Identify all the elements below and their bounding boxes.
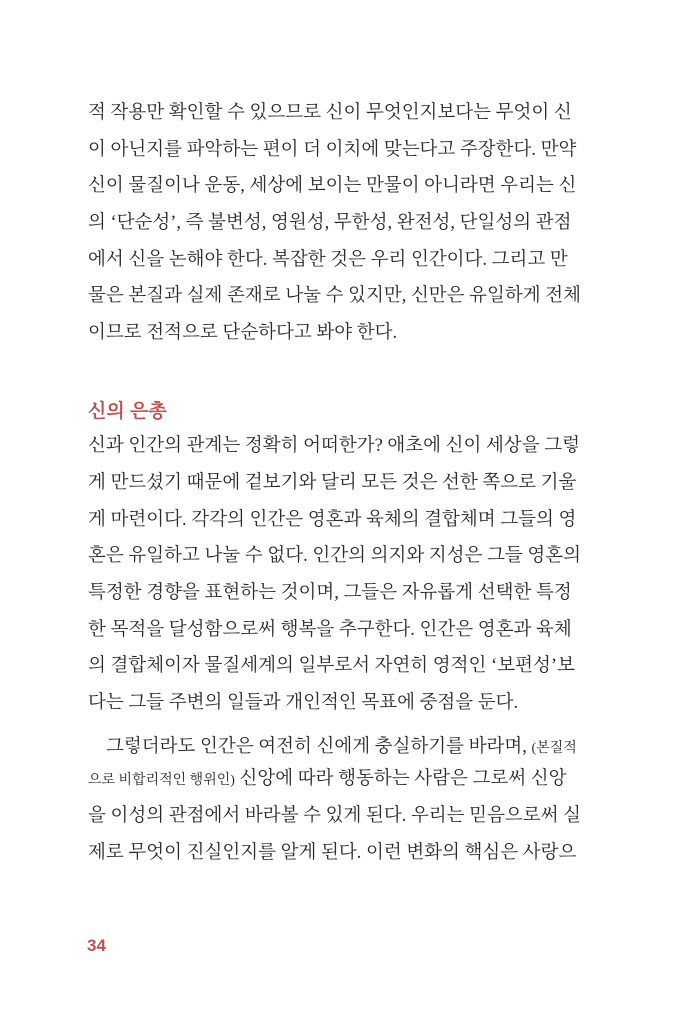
text-line: 물은 본질과 실제 존재로 나눌 수 있지만, 신만은 유일하게 전체 (88, 286, 582, 306)
text-line: 의 ‘단순성’, 즉 불변성, 영원성, 무한성, 완전성, 단일성의 관점 (88, 213, 572, 233)
inline-note: 으로 비합리적인 행위인) (88, 773, 235, 788)
text-line: 의 결합체이자 물질세계의 일부로서 자연히 영적인 ‘보편성’보 (88, 656, 575, 676)
text-line: 이므로 전적으로 단순하다고 봐야 한다. (88, 323, 398, 343)
text-line: 제로 무엇이 진실인지를 알게 된다. 이런 변화의 핵심은 사랑으 (88, 843, 577, 863)
inline-note: (본질적 (531, 741, 577, 756)
text-line: 특정한 경향을 표현하는 것이며, 그들은 자유롭게 선택한 특정 (88, 583, 572, 603)
text-line: 신과 인간의 관계는 정확히 어떠한가? 애초에 신이 세상을 그렇 (88, 436, 580, 456)
text-line: 적 작용만 확인할 수 있으므로 신이 무엇인지보다는 무엇이 신 (88, 103, 572, 123)
text-span: 신앙에 따라 행동하는 사람은 그로써 신앙 (234, 769, 567, 789)
text-line: 게 만드셨기 때문에 겉보기와 달리 모든 것은 선한 쪽으로 기울 (88, 473, 577, 493)
text-line: 에서 신을 논해야 한다. 복잡한 것은 우리 인간이다. 그리고 만 (88, 250, 568, 270)
text-line: 혼은 유일하고 나눌 수 없다. 인간의 의지와 지성은 그들 영혼의 (88, 546, 582, 566)
text-line: 을 이성의 관점에서 바라볼 수 있게 된다. 우리는 믿음으로써 실 (88, 806, 582, 826)
text-line (106, 735, 577, 761)
text-span: 그렇더라도 인간은 여전히 신에게 충실하기를 바라며, (106, 737, 532, 757)
text-line: 한 목적을 달성함으로써 행복을 추구한다. 인간은 영혼과 육체 (88, 620, 572, 640)
text-line: 게 마련이다. 각각의 인간은 영혼과 육체의 결합체며 그들의 영 (88, 510, 577, 530)
page-number: 34 (87, 936, 106, 955)
text-line: 신이 물질이나 운동, 세상에 보이는 만물이 아니라면 우리는 신 (88, 176, 577, 196)
text-line: 이 아닌지를 파악하는 편이 더 이치에 맞는다고 주장한다. 만약 (88, 140, 577, 160)
section-heading: 신의 은총 (88, 401, 167, 422)
text-line (88, 767, 567, 793)
text-line: 다는 그들 주변의 일들과 개인적인 목표에 중점을 둔다. (88, 693, 519, 713)
